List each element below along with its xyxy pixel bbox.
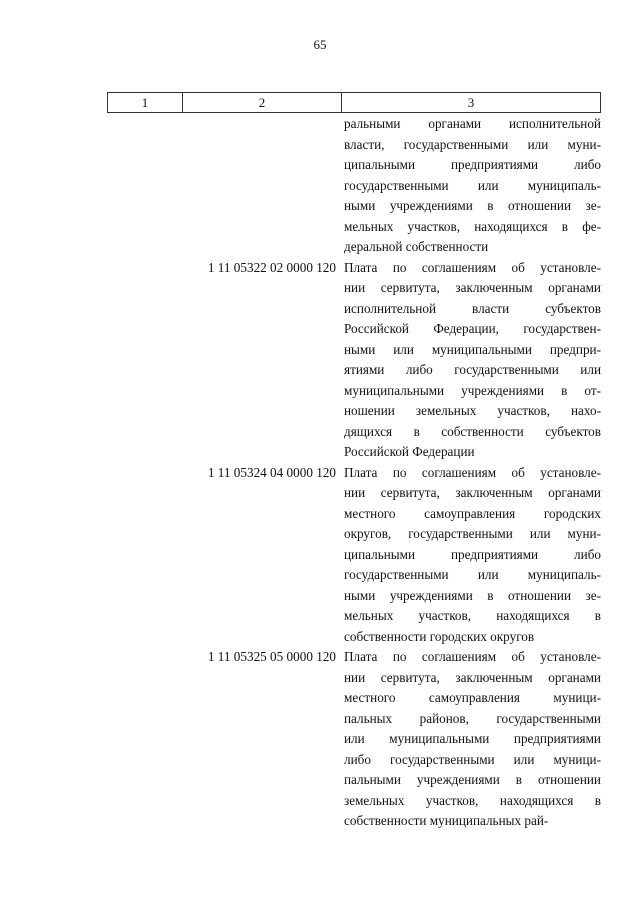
description-line: Плата по соглашениям об установле- bbox=[344, 649, 601, 664]
table-header bbox=[107, 92, 601, 113]
description-line: ципальными предприятиями либо bbox=[344, 546, 601, 562]
description-line: ятиями либо государственными или bbox=[344, 362, 601, 377]
table-row bbox=[107, 114, 601, 258]
cell-col-1 bbox=[107, 647, 182, 832]
description-line: Плата по соглашениям об установле- bbox=[344, 259, 601, 275]
description-line: ными учреждениями в отношении зе- bbox=[344, 198, 601, 213]
description-line: власти, государственными или муни- bbox=[344, 136, 601, 152]
description-line: собственности муниципальных рай- bbox=[344, 813, 549, 828]
column-header-3: 3 bbox=[467, 94, 475, 110]
description-line: земельных участков, находящихся в bbox=[344, 792, 601, 808]
description-line: муниципальными учреждениями в от- bbox=[344, 382, 601, 398]
description-line: ношении земельных участков, нахо- bbox=[344, 403, 601, 418]
description-line: или муниципальными предприятиями bbox=[344, 731, 601, 746]
page-number: 65 bbox=[313, 37, 327, 52]
description-line: ципальными предприятиями либо bbox=[344, 157, 601, 172]
description-line: мельных участков, находящихся в фе- bbox=[344, 218, 601, 234]
description-line: нии сервитута, заключенным органами bbox=[344, 280, 601, 295]
description-line: Российской Федерации bbox=[344, 444, 475, 459]
description-line: округов, государственными или муни- bbox=[344, 526, 601, 541]
column-header-2: 2 bbox=[183, 93, 342, 112]
table-row bbox=[107, 258, 601, 463]
description-line: пальных районов, государственными bbox=[344, 710, 601, 726]
description-line: государственными или муниципаль- bbox=[344, 567, 601, 582]
description-line: нии сервитута, заключенным органами bbox=[344, 485, 601, 500]
description-line: ными или муниципальными предпри- bbox=[344, 341, 601, 357]
description-line: нии сервитута, заключенным органами bbox=[344, 669, 601, 685]
description bbox=[344, 647, 601, 832]
cell-col-1 bbox=[107, 463, 182, 648]
description-line: Российской Федерации, государствен- bbox=[344, 321, 601, 336]
cell-col-1 bbox=[107, 258, 182, 463]
table-row bbox=[107, 647, 601, 832]
description bbox=[344, 114, 601, 258]
description-line: местного самоуправления муници- bbox=[344, 690, 601, 705]
cell-col-1 bbox=[107, 114, 182, 258]
description-line: либо государственными или муници- bbox=[344, 751, 601, 767]
budget-code bbox=[182, 114, 344, 258]
description-line: местного самоуправления городских bbox=[344, 505, 601, 521]
description-line: государственными или муниципаль- bbox=[344, 177, 601, 193]
table-body bbox=[107, 114, 601, 832]
budget-code: 1 11 05325 05 0000 120 bbox=[207, 649, 336, 664]
budget-code: 1 11 05324 04 0000 120 bbox=[207, 464, 336, 480]
description bbox=[344, 258, 601, 463]
description-line: мельных участков, находящихся в bbox=[344, 608, 601, 623]
description-line: ральными органами исполнительной bbox=[344, 116, 601, 131]
description-line: Плата по соглашениям об установле- bbox=[344, 464, 601, 480]
table-row bbox=[107, 463, 601, 648]
description-line: дящихся в собственности субъектов bbox=[344, 423, 601, 439]
column-header-1: 1 bbox=[108, 93, 183, 112]
budget-code: 1 11 05322 02 0000 120 bbox=[207, 259, 336, 275]
description-line: исполнительной власти субъектов bbox=[344, 300, 601, 316]
description-line: ными учреждениями в отношении зе- bbox=[344, 587, 601, 603]
description-line: пальными учреждениями в отношении bbox=[344, 772, 601, 787]
description-line: деральной собственности bbox=[344, 239, 489, 254]
description-line: собственности городских округов bbox=[344, 628, 535, 644]
description bbox=[344, 463, 601, 648]
